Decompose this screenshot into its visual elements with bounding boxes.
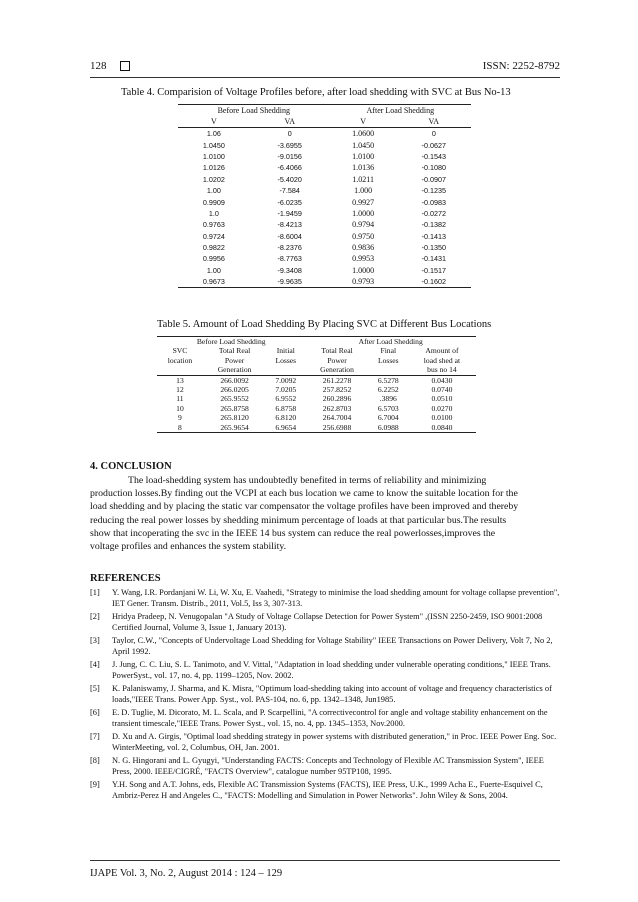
reference-item	[90, 683, 562, 705]
table5-cell: 6.8758	[275, 403, 297, 413]
table5	[157, 336, 476, 433]
table4-cell: 0.9956	[202, 254, 225, 264]
table4-cell: -0.1235	[421, 186, 447, 196]
table-header-row	[157, 365, 476, 375]
table5-cell: 0.0510	[431, 394, 453, 404]
table4-cell: -0.1413	[421, 231, 447, 241]
table5-group-header: After Load Shedding	[305, 337, 476, 347]
table4-cell: -0.1543	[421, 151, 447, 161]
table4-cell: -0.1517	[421, 265, 447, 275]
table5-cell: 9	[178, 413, 182, 423]
reference-number: [5]	[90, 684, 100, 693]
table4-cell: -0.0627	[421, 140, 447, 150]
table4-cell: -1.9459	[277, 208, 302, 218]
table5-cell: 13	[176, 375, 184, 385]
table4-cell: -8.2376	[277, 243, 302, 253]
table5-col-header: Initial	[276, 346, 295, 356]
table4-col-header: V	[330, 116, 397, 128]
reference-text: N. G. Hingorani and L. Gyugyi, "Understanding FACTS: Concepts and Technology of Flexible AC Transmission System", IEEE Press, 2000. IEEE/CIGRÉ, "FACTS Overview", catalogue number 95TP108, 1995.	[112, 756, 544, 776]
table5-cell: 6.5703	[377, 403, 399, 413]
table4-cell: -5.4020	[277, 174, 302, 184]
table4-cell: 1.0000	[352, 208, 375, 218]
reference-text: E. D. Tuglie, M. Dicorato, M. L. Scala, and P. Scarpellini, "A correctivecontrol for angle and voltage stability enhancement on the transient timescale,"IEEE Trans. Power Syst., vol. 15, no. 4, pp. 1345–1353, Nov.2000.	[112, 708, 548, 728]
conclusion-line: The load-shedding system has undoubtedly benefited in terms of reliability and minimizing	[128, 475, 487, 486]
table5-col-header: Total Real	[321, 346, 353, 356]
table5-cell: 10	[176, 403, 184, 413]
table5-col-header: Power	[224, 355, 245, 365]
table4-cell: -3.6955	[277, 140, 302, 150]
table4-cell: 0.9793	[330, 276, 397, 288]
table4-cell: 0.9794	[352, 220, 375, 230]
table-header-row	[157, 356, 476, 365]
table5-col-header: Amount of	[425, 346, 459, 356]
table4-body	[178, 128, 471, 288]
table4-col-header: V	[178, 116, 250, 128]
table5-cell: 6.7004	[377, 413, 399, 423]
reference-text: Taylor, C.W., "Concepts of Undervoltage Load Shedding for Voltage Stability" IEEE Transactions on Power Delivery, Volt 7, No 2, April 1992.	[112, 636, 553, 656]
table-header-row	[157, 346, 476, 355]
table5-cell: 260.2896	[322, 394, 352, 404]
table4-cell: 0.9750	[352, 231, 375, 241]
table-row	[178, 174, 471, 185]
reference-text: K. Palaniswamy, J. Sharma, and K. Misra, "Optimum load-shedding taking into account of voltage and frequency characteristics of loads,"IEEE Trans. Power App. Syst., vol. PAS-104, no. 6, pp. 1342–1348, Jun1985.	[112, 684, 552, 704]
conclusion-line: show that incoperating the svc in the IEEE 14 bus system can reduce the real powerlosses,improves the	[90, 527, 496, 539]
table4-cell: 0	[287, 129, 292, 139]
reference-number: [3]	[90, 636, 100, 645]
table4-cell: -0.0907	[421, 174, 447, 184]
table5-cell: 266.0092	[220, 375, 249, 385]
reference-text: J. Jung, C. C. Liu, S. L. Tanimoto, and V. Vittal, "Adaptation in load shedding under vulnerable operating conditions," IEEE Trans. PowerSyst., vol. 17, no. 4, pp. 1199–1205, Nov. 2002.	[112, 660, 551, 680]
table4-cell: 0.9953	[352, 254, 375, 264]
table5-col-header	[369, 365, 408, 375]
table4-col-header: VA	[250, 116, 330, 128]
table4	[178, 104, 471, 288]
table4-cell: -6.0235	[277, 197, 302, 207]
reference-item	[90, 635, 562, 657]
table4-group-header: After Load Shedding	[330, 105, 471, 117]
table-row	[178, 151, 471, 162]
table-row	[178, 242, 471, 253]
table5-cell: 0.0270	[431, 403, 453, 413]
table5-cell: 261.2278	[322, 375, 352, 385]
table4-cell: 0	[431, 129, 436, 139]
table4-cell: 0.9927	[352, 197, 375, 207]
reference-number: [6]	[90, 708, 100, 717]
table-row	[178, 276, 471, 288]
table5-cell: 6.2252	[377, 385, 399, 395]
table4-cell: 1.0	[208, 208, 219, 218]
reference-number: [8]	[90, 756, 100, 765]
table4-cell: 1.00	[206, 265, 221, 275]
table-row	[178, 185, 471, 196]
table4-cell: -9.9635	[250, 276, 330, 288]
conclusion-paragraph	[90, 474, 560, 553]
table4-cell: 1.0450	[352, 140, 375, 150]
table5-col-header: Final	[380, 346, 397, 356]
table5-cell: 8	[157, 423, 203, 433]
table-row	[178, 162, 471, 173]
table4-cell: 0.9673	[178, 276, 250, 288]
table5-cell: 262.8703	[322, 403, 352, 413]
reference-item	[90, 755, 562, 777]
table4-cell: -0.1382	[421, 220, 447, 230]
table-row	[178, 219, 471, 230]
table5-head	[157, 346, 476, 375]
table5-cell: 6.5278	[377, 375, 399, 385]
table5-cell: 6.9654	[266, 423, 305, 433]
table4-cell: 0.9836	[352, 243, 375, 253]
table4-cell: -9.3408	[277, 265, 302, 275]
table4-col-header: VA	[397, 116, 471, 128]
table-row	[178, 196, 471, 207]
table4-cell: -0.0983	[421, 197, 447, 207]
table4-cell: -8.4213	[277, 220, 302, 230]
header-rule	[90, 77, 560, 78]
reference-number: [2]	[90, 612, 100, 621]
table4-cell: -7.584	[279, 186, 300, 196]
table4-cell: 1.0600	[352, 129, 375, 139]
table4-cell: 0.9724	[202, 231, 225, 241]
table5-cell: 7.0092	[275, 375, 297, 385]
table4-cell: -0.1080	[421, 163, 447, 173]
references-heading: REFERENCES	[90, 573, 161, 584]
footer: IJAPE Vol. 3, No. 2, August 2014 : 124 – 129	[90, 868, 283, 879]
table5-col-header: Power	[327, 355, 347, 365]
table5-cell: 11	[176, 394, 184, 404]
reference-text: Y.H. Song and A.T. Johns, eds, Flexible AC Transmission Systems (FACTS), IEE Press, U.K., 1999 Acha E., Fuerte-Esquivel C, Ambriz-Perez H and Angeles C., "FACTS: Modelling and Simulation in Power Networks". John Wiley & Sons, 2004.	[112, 780, 543, 800]
table5-cell: 266.0205	[220, 385, 249, 395]
table5-col-header: Generation	[203, 365, 266, 375]
table5-col-header	[157, 365, 203, 375]
table5-col-header: bus no 14	[408, 365, 476, 375]
reference-item	[90, 779, 562, 801]
table5-cell: 6.0988	[369, 423, 408, 433]
table4-cell: 0.9822	[202, 243, 225, 253]
table4-cell: 0.9763	[202, 220, 225, 230]
table5-cell: 265.8120	[220, 413, 249, 423]
table4-cell: 1.0136	[352, 163, 375, 173]
table5-cell: 6.9552	[275, 394, 297, 404]
table5-group-header: Before Load Shedding	[157, 337, 305, 347]
table-row	[157, 375, 476, 385]
conclusion-line: load shedding and by placing the static var compensator the voltage profiles have been improved and thereby	[90, 501, 519, 513]
table5-cell: 7.0205	[275, 385, 297, 395]
reference-text: D. Xu and A. Girgis, "Optimal load shedding strategy in power systems with distributed generation," in Proc. IEEE Power Eng. Soc. WinterMeeting, vol. 2, Columbus, OH, Jan. 2001.	[112, 732, 557, 752]
table5-cell: 0.0430	[431, 375, 453, 385]
reference-number: [7]	[90, 732, 100, 741]
table4-cell: -0.1431	[421, 254, 447, 264]
table5-body	[157, 375, 476, 432]
table4-cell: -8.7763	[277, 254, 302, 264]
reference-text: Y. Wang, I.R. Pordanjani W. Li, W. Xu, E. Vaahedi, "Strategy to minimise the load shedding amount for voltage collapse prevention", IET Gener. Transm. Distrib., 2011, Vol.5, Iss 3, 307-313.	[112, 588, 560, 608]
reference-item	[90, 731, 562, 753]
table4-cell: 1.0100	[352, 151, 375, 161]
conclusion-line: production losses.By finding out the VCPI at each bus location we came to know the suitable location for the	[90, 488, 518, 500]
table5-cell: 12	[176, 385, 184, 395]
table5-cell: 264.7004	[322, 413, 352, 423]
table5-col-header	[266, 365, 305, 375]
table5-cell: 256.6988	[305, 423, 368, 433]
table4-cell: -0.1602	[397, 276, 471, 288]
table-row	[178, 253, 471, 264]
table4-cell: 1.06	[206, 129, 221, 139]
reference-item	[90, 659, 562, 681]
conclusion-heading: 4. CONCLUSION	[90, 461, 172, 472]
table5-cell: 257.8252	[322, 385, 352, 395]
table4-cell: -0.1350	[421, 243, 447, 253]
table4-cell: 1.0202	[202, 174, 225, 184]
table5-col-header: SVC	[172, 346, 188, 356]
reference-text: Hridya Pradeep, N. Venugopalan "A Study of Voltage Collapse Detection for Power System" ,(ISSN 2250-2459, ISO 9001:2008 Certified Journal, Volume 3, Issue 1, January 2013).	[112, 612, 543, 632]
table5-cell: 265.8758	[220, 403, 249, 413]
table4-cell: 1.00	[206, 186, 221, 196]
table4-cell: -0.0272	[421, 208, 447, 218]
table-row	[157, 385, 476, 394]
table5-cell: 0.0740	[431, 385, 453, 395]
table4-cell: 0.9909	[202, 197, 225, 207]
reference-number: [4]	[90, 660, 100, 669]
table-row	[178, 128, 471, 140]
table-row	[157, 413, 476, 422]
table4-cell: 1.000	[354, 186, 373, 196]
table4-cell: 1.0211	[352, 174, 374, 184]
table5-col-header: load shed at	[423, 355, 461, 365]
table4-cell: 1.0126	[202, 163, 225, 173]
issn: ISSN: 2252-8792	[482, 60, 560, 72]
table5-col-header: Generation	[305, 365, 368, 375]
table-row	[157, 404, 476, 413]
reference-number: [9]	[90, 780, 100, 789]
footer-rule	[90, 860, 560, 861]
conclusion-line: voltage profiles and enhances the system stability.	[90, 541, 287, 553]
table4-cell: -6.4066	[277, 163, 302, 173]
table5-caption: Table 5. Amount of Load Shedding By Placing SVC at Different Bus Locations	[157, 319, 492, 330]
table5-col-header: Total Real	[218, 346, 251, 356]
table5-cell: 6.8120	[275, 413, 297, 423]
table5-cell: 265.9654	[203, 423, 266, 433]
reference-item	[90, 707, 562, 729]
table4-caption: Table 4. Comparision of Voltage Profiles before, after load shedding with SVC at Bus No-13	[121, 87, 511, 98]
table4-cell: -8.6004	[277, 231, 302, 241]
page-number: 128	[90, 60, 107, 72]
table-row	[157, 394, 476, 403]
table5-cell: 0.0840	[408, 423, 476, 433]
reference-item	[90, 611, 562, 633]
table4-group-header: Before Load Shedding	[178, 105, 330, 117]
table-row	[178, 231, 471, 242]
reference-item	[90, 587, 562, 609]
table4-cell: 1.0000	[352, 265, 375, 275]
table-row	[157, 423, 476, 433]
conclusion-line: reducing the real power losses by shedding minimum percentage of loads at that particular bus.The results	[90, 514, 507, 526]
table-row	[178, 139, 471, 150]
table5-cell: .3896	[379, 394, 397, 404]
table5-col-header: Losses	[377, 355, 399, 365]
table5-cell: 265.9552	[220, 394, 249, 404]
table4-cell: -9.0156	[277, 151, 302, 161]
table5-col-header: Losses	[275, 355, 297, 365]
references-list	[90, 587, 562, 803]
table-row	[178, 208, 471, 219]
reference-number: [1]	[90, 588, 100, 597]
table4-cell: 1.0450	[202, 140, 225, 150]
table4-cell: 1.0100	[202, 151, 225, 161]
table5-col-header: location	[167, 355, 193, 365]
table5-cell: 0.0100	[431, 413, 453, 423]
checkbox-square-icon	[120, 61, 130, 71]
table-row	[178, 265, 471, 276]
